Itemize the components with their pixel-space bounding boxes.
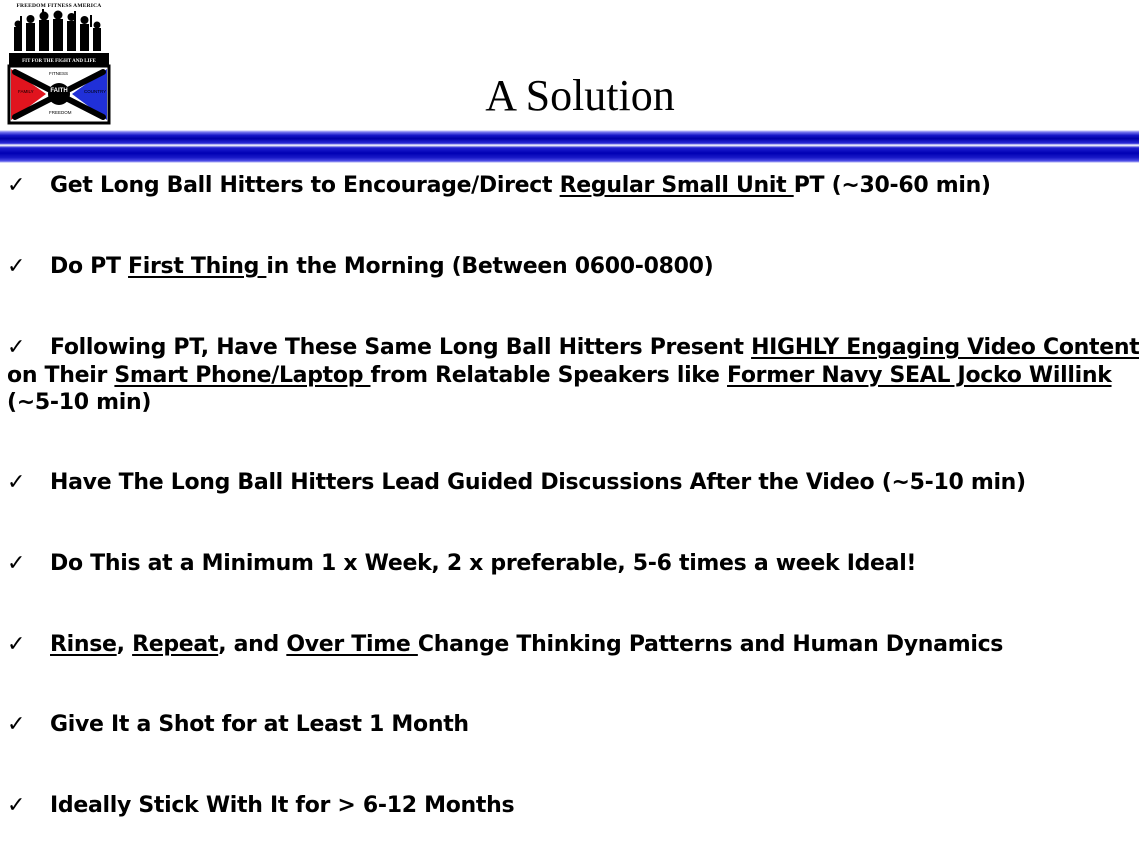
checkmark-icon: ✓ xyxy=(7,712,26,737)
bullet-underlined-text: Over Time xyxy=(286,632,418,657)
bullet-text: Change Thinking Patterns and Human Dynamics xyxy=(417,632,1004,657)
checkmark-icon: ✓ xyxy=(7,793,26,818)
checkmark-icon: ✓ xyxy=(7,335,26,360)
bullet-text: from Relatable Speakers like xyxy=(370,362,728,388)
bullet-underlined-text: Repeat xyxy=(132,632,219,657)
bullet-text: Give It a Shot for at Least 1 Month xyxy=(50,712,469,737)
bullet-line xyxy=(7,334,1139,362)
checkmark-icon: ✓ xyxy=(7,173,26,198)
bullet-text: in the Morning (Between 0600-0800) xyxy=(266,254,714,279)
slide-title: A Solution xyxy=(485,71,675,120)
bullet-text: , and xyxy=(218,632,287,657)
bullet-text: Do PT xyxy=(50,254,129,279)
bullet-item-multiline xyxy=(7,334,1139,417)
bullet-item xyxy=(7,253,1117,281)
logo-center-word: FAITH xyxy=(50,88,68,94)
bullet-item xyxy=(7,631,1117,659)
bullet-underlined-text: Smart Phone/Laptop xyxy=(114,362,371,388)
logo-org-name: FREEDOM FITNESS AMERICA xyxy=(16,3,102,9)
bullet-underlined-text: Former Navy SEAL Jocko Willink xyxy=(727,362,1112,388)
header-band xyxy=(0,130,1139,163)
logo-word-bottom: FREEDOM xyxy=(49,110,72,115)
logo-word-top: FITNESS xyxy=(49,71,69,76)
soldiers-silhouette-icon xyxy=(14,9,101,51)
bullet-underlined-text: Rinse xyxy=(50,632,117,657)
logo-motto: FIT FOR THE FIGHT AND LIFE xyxy=(22,59,96,64)
bullet-item xyxy=(7,172,1117,200)
bullet-underlined-text: First Thing xyxy=(128,254,267,279)
checkmark-icon: ✓ xyxy=(7,254,26,279)
bullet-item xyxy=(7,469,1117,497)
checkmark-icon: ✓ xyxy=(7,470,26,495)
logo xyxy=(6,3,112,125)
bullet-item xyxy=(7,550,1117,578)
bullet-text: on Their xyxy=(7,362,115,388)
bullet-text: , xyxy=(116,632,133,657)
checkmark-icon: ✓ xyxy=(7,632,26,657)
bullet-text: PT (~30-60 min) xyxy=(793,173,991,198)
bullet-item xyxy=(7,711,1117,739)
bullet-underlined-text: Regular Small Unit xyxy=(559,173,794,198)
logo-emblem-graphic xyxy=(6,3,112,125)
logo-word-right: COUNTRY xyxy=(84,89,107,94)
bullet-text: Do This at a Minimum 1 x Week, 2 x preferable, 5-6 times a week Ideal! xyxy=(50,551,917,576)
logo-word-left: FAMILY xyxy=(18,89,34,94)
bullet-text: Ideally Stick With It for > 6-12 Months xyxy=(50,793,515,818)
bullet-underlined-text: HIGHLY Engaging Video Content xyxy=(751,335,1139,360)
bullet-line xyxy=(7,362,1117,390)
checkmark-icon: ✓ xyxy=(7,551,26,576)
bullet-text: Following PT, Have These Same Long Ball Hitters Present xyxy=(50,335,752,360)
bullet-text: Get Long Ball Hitters to Encourage/Direct xyxy=(50,173,560,198)
bullet-item xyxy=(7,792,1117,820)
bullet-line: (~5-10 min) xyxy=(7,390,152,415)
bullet-text: Have The Long Ball Hitters Lead Guided Discussions After the Video (~5-10 min) xyxy=(50,470,1026,495)
